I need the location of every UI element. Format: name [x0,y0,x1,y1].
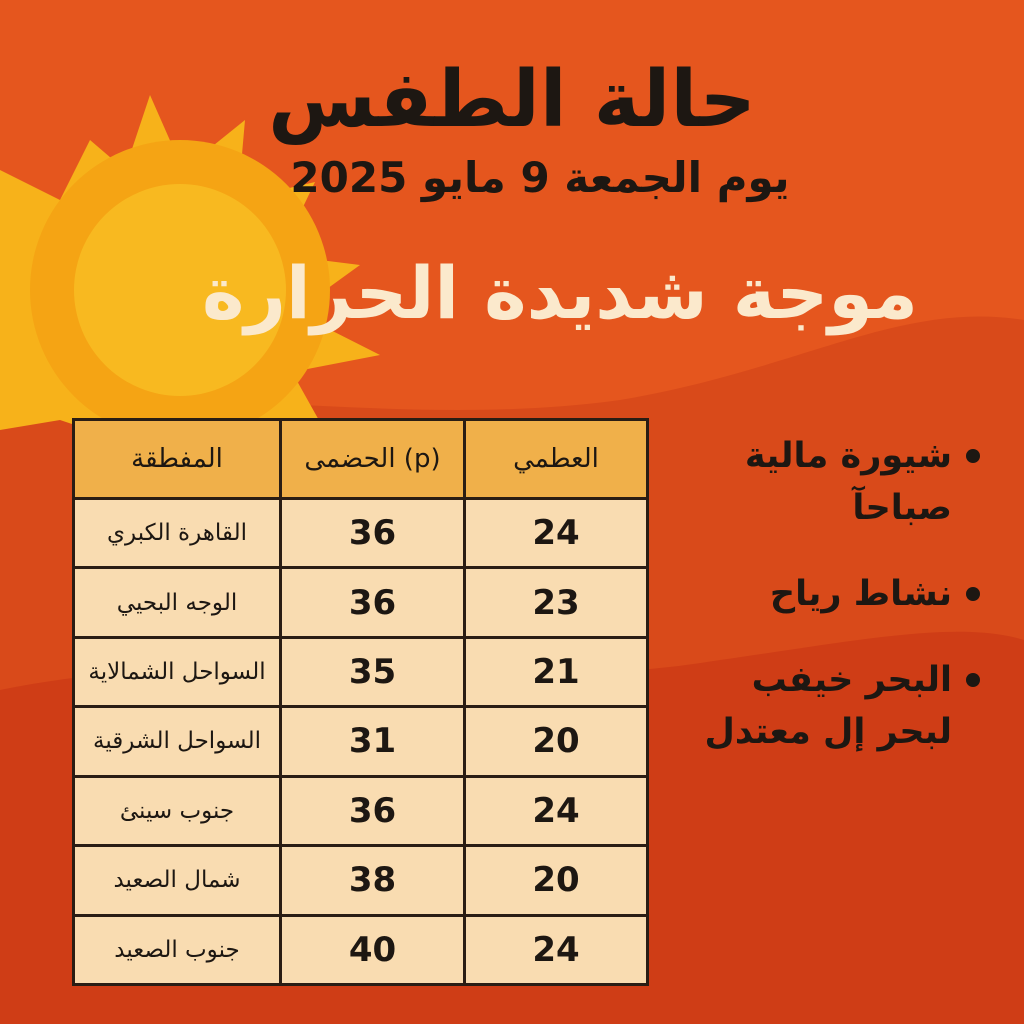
region-cell: السواحل الشرقية [74,707,281,776]
min-temp-cell: 21 [465,637,648,706]
max-temp-cell: 40 [281,915,465,984]
max-temp-cell: 38 [281,846,465,915]
max-temp-cell: 36 [281,568,465,637]
region-cell: جنوب سينئ [74,776,281,845]
bullet-icon [966,449,980,463]
table-row [74,637,648,706]
note-text: شيورة مالية صباحآ [744,436,952,528]
min-temp-cell: 23 [465,568,648,637]
region-cell: جنوب الصعيد [74,915,281,984]
table-header-row [74,420,648,499]
min-temp-cell: 20 [465,846,648,915]
max-temp-cell: 36 [281,776,465,845]
min-temp-cell: 24 [465,776,648,845]
header-region: المفطقة [74,420,281,499]
list-item [680,568,980,620]
heatwave-headline: موجة شديدة الحرارة [202,251,918,335]
max-temp-cell: 35 [281,637,465,706]
region-cell: القاهرة الكبري [74,499,281,568]
table-row [74,776,648,845]
table-row [74,499,648,568]
min-temp-cell: 24 [465,499,648,568]
max-temp-cell: 31 [281,707,465,776]
region-cell: السواحل الشمالاية [74,637,281,706]
table-row [74,568,648,637]
list-item [680,654,980,758]
table-row [74,846,648,915]
header-max: (p) الحضمى [281,420,465,499]
region-cell: شمال الصعيد [74,846,281,915]
bullet-icon [966,587,980,601]
min-temp-cell: 20 [465,707,648,776]
header-min: العطمي [465,420,648,499]
note-text: نشاط رياح [769,574,952,614]
table-row [74,915,648,984]
table-row [74,707,648,776]
min-temp-cell: 24 [465,915,648,984]
bullet-icon [966,673,980,687]
weather-notes-list [680,430,980,792]
note-text: البحر خيفب لبحر إل معتدل [704,660,952,752]
page-title: حالة الطفس [268,55,756,145]
temperature-table [72,418,649,986]
max-temp-cell: 36 [281,499,465,568]
date-subtitle: يوم الجمعة 9 مايو 2025 [290,153,790,202]
list-item [680,430,980,534]
region-cell: الوجه البحيي [74,568,281,637]
